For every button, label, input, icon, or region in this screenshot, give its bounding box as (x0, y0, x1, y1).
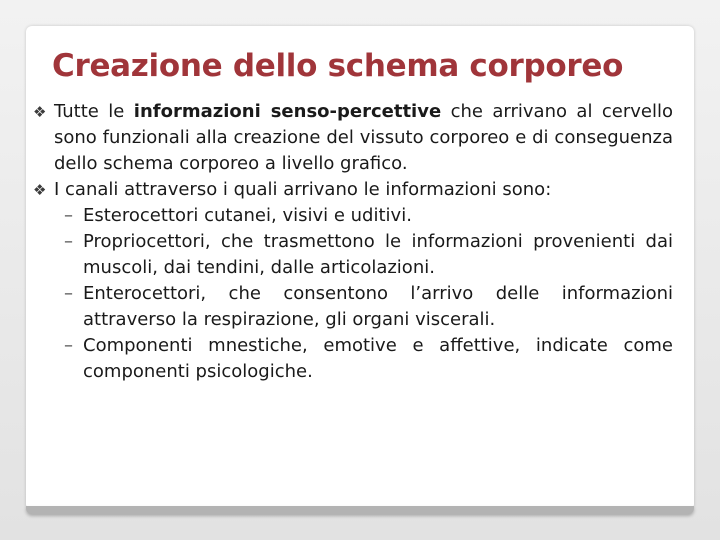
sub-bullet-item (33, 203, 673, 229)
dash-icon: – (64, 205, 73, 226)
bullet-item (33, 177, 673, 203)
dash-icon: – (64, 335, 73, 356)
bullet-text-part: che arrivano al cervello sono funzionali alla creazione del vissuto corporeo e di conseguenza dello schema corporeo a livello grafico. (54, 101, 673, 174)
sub-bullet-item (33, 333, 673, 385)
bullet-bold-text: informazioni senso-percettive (133, 101, 442, 122)
dash-icon: – (64, 231, 73, 252)
sub-bullet-item (33, 229, 673, 281)
sub-bullet-text: Componenti mnestiche, emotive e affettive, indicate come componenti psicologiche. (83, 335, 673, 382)
dash-icon: – (64, 283, 73, 304)
square-check-icon: ❖ (33, 181, 47, 199)
sub-bullet-text: Esterocettori cutanei, visivi e uditivi. (83, 205, 412, 226)
slide-content (33, 99, 673, 385)
bullet-text: I canali attraverso i quali arrivano le informazioni sono: (54, 179, 552, 200)
slide-bottom-bar (26, 506, 694, 514)
slide-title: Creazione dello schema corporeo (52, 48, 624, 84)
sub-bullet-text: Propriocettori, che trasmettono le informazioni provenienti dai muscoli, dai tendini, dalle articolazioni. (83, 231, 673, 278)
bullet-item (33, 99, 673, 177)
bullet-text-part: Tutte le (54, 101, 134, 122)
sub-bullet-text: Enterocettori, che consentono l’arrivo delle informazioni attraverso la respirazione, gli organi viscerali. (83, 283, 673, 330)
square-check-icon: ❖ (33, 103, 47, 121)
sub-bullet-item (33, 281, 673, 333)
